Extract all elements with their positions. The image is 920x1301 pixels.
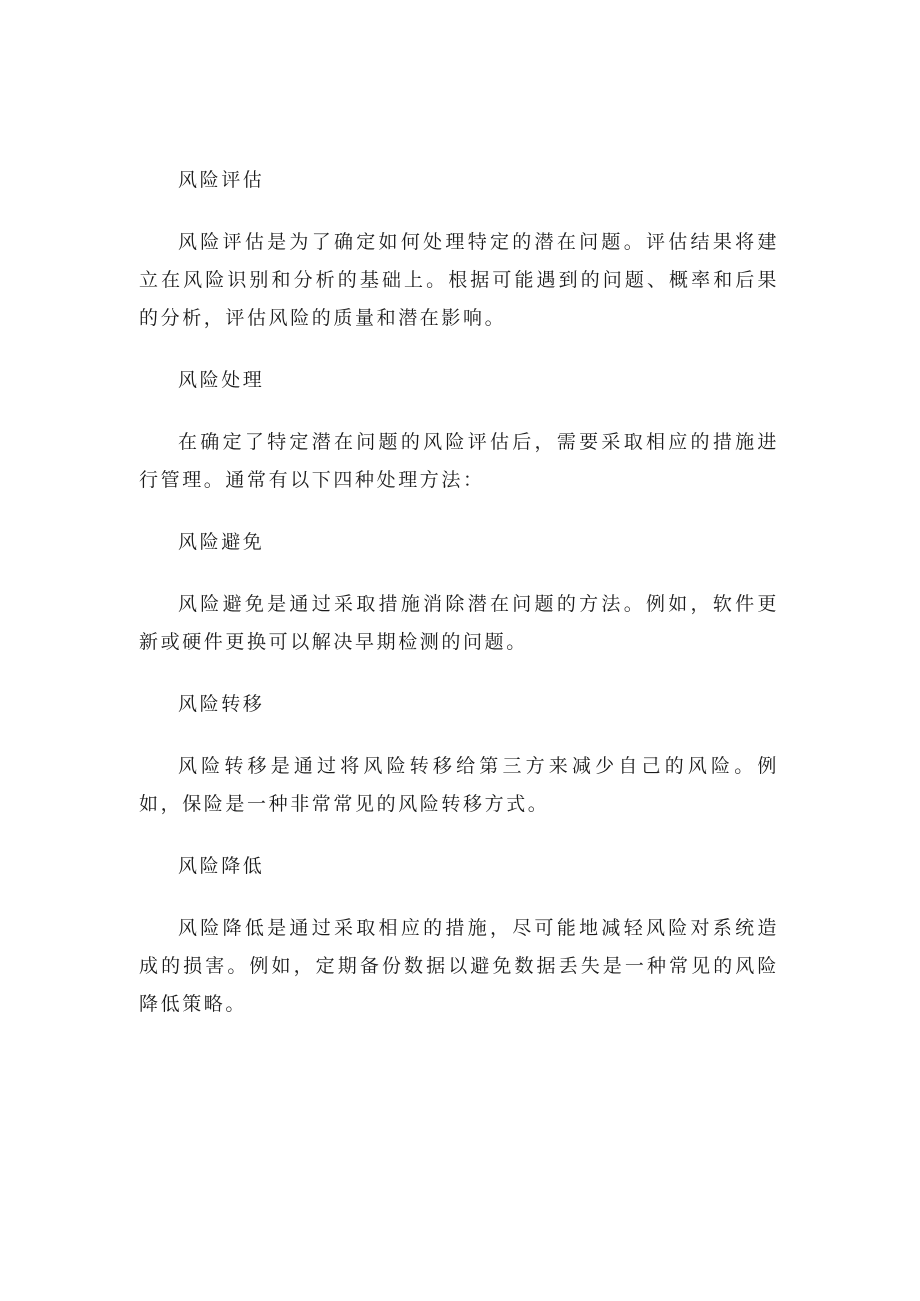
section-paragraph-risk-reduction: 风险降低是通过采取相应的措施，尽可能地减轻风险对系统造成的损害。例如，定期备份数据以避免数据丢失是一种常见的风险降低策略。 xyxy=(139,917,779,1015)
section-paragraph-risk-transfer: 风险转移是通过将风险转移给第三方来减少自己的风险。例如，保险是一种非常常见的风险转移方式。 xyxy=(139,755,779,815)
section-paragraph-risk-avoidance: 风险避免是通过采取措施消除潜在问题的方法。例如，软件更新或硬件更换可以解决早期检测的问题。 xyxy=(139,593,779,653)
section-heading-risk-transfer: 风险转移 xyxy=(178,693,265,715)
section-paragraph-risk-assessment: 风险评估是为了确定如何处理特定的潜在问题。评估结果将建立在风险识别和分析的基础上。根据可能遇到的问题、概率和后果的分析，评估风险的质量和潜在影响。 xyxy=(139,231,779,329)
document-body xyxy=(139,161,779,1047)
section-heading-risk-assessment: 风险评估 xyxy=(178,169,265,191)
section-heading-risk-reduction: 风险降低 xyxy=(178,855,265,877)
section-paragraph-risk-treatment: 在确定了特定潜在问题的风险评估后，需要采取相应的措施进行管理。通常有以下四种处理方法： xyxy=(139,431,779,491)
section-heading-risk-treatment: 风险处理 xyxy=(178,369,265,391)
section-heading-risk-avoidance: 风险避免 xyxy=(178,531,265,553)
